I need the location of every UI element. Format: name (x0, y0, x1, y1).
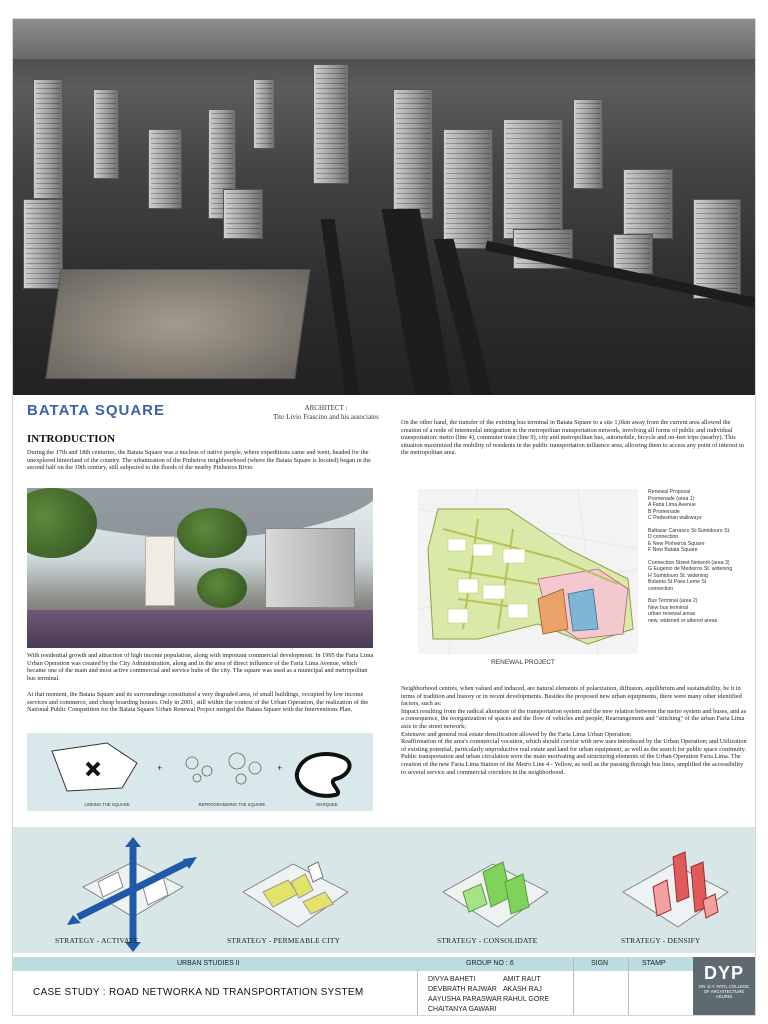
intro-paragraph-1: During the 17th and 18th centuries, the Batata Square was a nucleus of native people, where expeditions came and went, headed for the unexplored hinterland of the country. The urbanization of the Pinheiros neighbourhood (where the Batata Square is located) began in the second half on the 19th century, still subjected to the floods of the nearby Pinheiros River. (27, 449, 371, 472)
strategy-label-permeable: STRATEGY - PERMEABLE CITY (227, 936, 341, 945)
page-title: BATATA SQUARE (27, 402, 165, 419)
member: DIVYA BAHETI (428, 976, 476, 983)
strategy-label-activate: STRATEGY - ACTIVATE (55, 936, 139, 945)
architect-label: ARCHITECT : (304, 404, 348, 412)
strategy-label-consolidate: STRATEGY - CONSOLIDATE (437, 936, 538, 945)
member: AKASH RAJ (503, 986, 542, 993)
aerial-city-photo (13, 19, 756, 395)
member: DEVBRATH RAJWAR (428, 986, 497, 993)
team-members-right (503, 975, 549, 1005)
strategy-axonometrics (13, 827, 756, 953)
strategies-band (13, 827, 756, 953)
square-perspective-render (27, 488, 373, 648)
right-paragraph-1: On the other hand, the transfer of the existing bus terminal in Batata Square to a site 1,0km away from the current area allowed the creation of a node of intermodal integration in the metropolitan transportation network, involving all forms of public and individual transportation: metro (line 4), commuter train (line 9), city and metropolitan bus, automobile, bicycle and on-feet trips (nearby). This situation maximized the mobility of residents in the public transportation influence area, allowing them to access any point of interest in the metropolitan area. (401, 419, 744, 457)
footer-sign: SIGN (591, 960, 609, 967)
diagram-caption-reprogramming: REPROGRAMMING THE SQUARE (198, 802, 266, 807)
intro-paragraph-2: With residential growth and attraction of high income population, along with important commercial development. In 1995 the Faria Lima Urban Operation was created by the City Administration, along and in the area of direct influence of the Faria Lima Avenue, which became one of the main and most active commercial and service hubs of the city. The square was used as a municipal and metropolitan bus terminal. (27, 652, 374, 682)
concept-diagram-strip (27, 733, 373, 811)
footer-group: GROUP NO : 6 (466, 960, 514, 967)
member: AMIT RAUT (503, 976, 541, 983)
batata-square-site (45, 269, 310, 379)
architect-name: Tito Livio Frascino and his associates (273, 413, 379, 421)
intro-heading: INTRODUCTION (27, 433, 116, 445)
logo-mark: DYP (703, 963, 744, 983)
concept-diagram-graphics (27, 733, 373, 811)
right-paragraph-2: Neighborhood centres, when valued and induced, are natural elements of polarization, diffusion, equilibrium and sustainability, be it in terms of tradition and history or in recent developments. Besides the proposed new urban equipments, there were many other identified factors, such as: Impact resulting from the radical alteration of the transportation system and the new relation between the metro system and buses, and as a consequence, the reorganization of spaces and the flow of vehicles and people; Rearrangement and "stitching" of the urban Faria Lima axis to the street network; Extensive and general real estate densification allowed by the Faria Lima Urban Operation; Reaffirmation of the area's commercial vocation, which should coexist with new uses introduced by the Urban Operation; and Utilization of existing potential, particularly unproductive real estate and land for urban equipment, as well as the search for public space continuity. Public transportation and urban circulation were the main motivating and structuring elements of the Urban Operation Faria Lima. The creation of the new Faria Lima Station of the Metro Line 4 - Yellow, as well as the passing through bus lines, amplified the accessibility to several service and commercial corridors in the neighborhood. (401, 685, 747, 776)
footer-stamp: STAMP (642, 960, 666, 967)
strategy-label-densify: STRATEGY - DENSIFY (621, 936, 701, 945)
college-logo (693, 957, 755, 1016)
intro-paragraph-3: At that moment, the Batata Square and its surroundings constituted a very degraded area, of small buildings, occupied by low income services and commerce, and cheap boarding houses. Only in 2001, still within the context of the Urban Operation, the realization of the National Public Competition for the Batata Square Urban Renewal Project merged the Batata Square with the Interventions Plan. (27, 691, 369, 714)
diagram-caption-linking: LINKING THE SQUARE (84, 802, 130, 807)
logo-subtitle: DR. D.Y. PATIL COLLEGE OF ARCHITECTURE AKURDI (698, 984, 750, 999)
case-study-title: CASE STUDY : ROAD NETWORKA ND TRANSPORTATION SYSTEM (33, 987, 364, 998)
team-members-left (428, 975, 502, 1015)
renewal-masterplan (418, 489, 638, 654)
architect-credit (251, 404, 401, 422)
diagram-caption-marquee: MARQUEE (316, 802, 338, 807)
member: CHAITANYA GAWARI (428, 1006, 497, 1013)
masterplan-caption: RENEWAL PROJECT (491, 659, 555, 666)
footer-course: URBAN STUDIES II (177, 960, 240, 967)
poster-sheet (12, 18, 756, 1016)
masterplan-legend: Renewal Proposal Promenade (area 1) A Faria Lima Avenue B Promenade C Pedestrian walkways Baltazar Carrasco St-Sumidouro St. D connection E New Pinheiros Square F New Batata Square Connection Street Network (area 3) G Eugenio de Medeiros St. widening H Sumidouro St. widening Butanta St Paes Leme St connection Bus Terminal (area 2) New bus terminal urban renewal areas new, widened or altered areas (648, 489, 733, 624)
plus-sign-1: + (157, 763, 163, 773)
member: RAHUL GORE (503, 996, 550, 1003)
member: AAYUSHA PARASWAR (428, 996, 502, 1003)
plus-sign-2: + (277, 763, 283, 773)
